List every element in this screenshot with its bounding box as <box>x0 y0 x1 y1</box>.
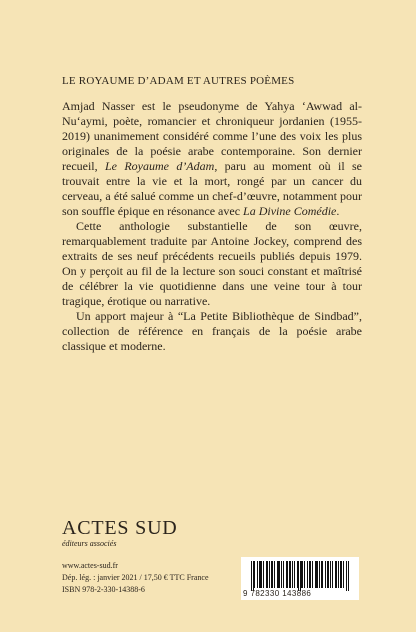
barcode-bar <box>271 561 272 588</box>
blurb-paragraph-2 <box>62 219 362 309</box>
barcode-bar <box>304 561 305 588</box>
barcode-bar <box>332 561 333 588</box>
website-text: www.actes-sud.fr <box>62 561 118 570</box>
blurb-text: Un apport majeur à “La Petite Bibliothèque de Sindbad”, collection de référence en français de la poésie arabe classique et moderne. <box>62 309 362 353</box>
barcode-bar <box>302 561 303 588</box>
barcode-bar <box>279 561 280 588</box>
blurb-text: . <box>336 204 340 218</box>
barcode-bar <box>278 561 279 588</box>
barcode-bar <box>319 561 320 588</box>
barcode-bar <box>283 561 284 588</box>
blurb-text: Cette anthologie substantielle de son œuvre, remarquablement traduite par Antoine Jockey, comprend des extraits de ses neuf précédents recueils publiés depuis 1979. On y perçoit au fil de la lecture son souci constant et maîtrisé de célébrer la vie quotidienne dans une veine tour à tour tragique, érotique ou narrative. <box>62 219 362 308</box>
barcode-bar <box>266 561 267 588</box>
barcode-bar <box>309 561 310 588</box>
legal-deposit-text: Dép. lég. : janvier 2021 / 17,50 € TTC France <box>62 573 209 582</box>
barcode-bar <box>297 561 298 588</box>
footer-info <box>62 560 209 596</box>
barcode-bar <box>263 561 264 588</box>
barcode-bar <box>251 561 252 591</box>
barcode-bar <box>317 561 318 588</box>
barcode-bar <box>261 561 262 588</box>
blurb-italic-title: Le Royaume d’Adam <box>104 159 215 173</box>
barcode-bar <box>335 561 336 588</box>
blurb-italic-title: La Divine Comédie <box>243 204 337 218</box>
barcode-bar <box>301 561 302 588</box>
barcode-bar <box>269 561 270 588</box>
barcode-bars <box>251 561 349 591</box>
barcode-bar <box>287 561 288 588</box>
barcode-bar <box>322 561 323 588</box>
barcode-bar <box>253 561 254 591</box>
barcode <box>241 557 359 600</box>
barcode-bar <box>310 561 311 588</box>
barcode-bar <box>325 561 326 588</box>
barcode-bar <box>259 561 260 588</box>
barcode-bar <box>289 561 290 588</box>
isbn-text: ISBN 978-2-330-14388-6 <box>62 585 145 594</box>
blurb <box>62 99 362 354</box>
barcode-bar <box>321 561 322 588</box>
barcode-bar <box>281 561 282 588</box>
barcode-bar <box>330 561 331 588</box>
barcode-bar <box>292 561 293 588</box>
barcode-bar <box>341 561 342 588</box>
barcode-bar <box>267 561 268 588</box>
blurb-text: Amjad Nasser est le pseudonyme de Yahya ‘Awwad al-Nu‘aymi, poète, romancier et chroniqueur jordanien (1955-2019) unanimement considéré comme l’une des voix les plus originales de la poésie arabe contemporaine. Son dernier recueil, <box>62 99 362 173</box>
barcode-bar <box>254 561 255 588</box>
barcode-bar <box>328 561 329 588</box>
publisher-logo <box>62 518 178 549</box>
barcode-bar <box>300 561 301 591</box>
barcode-bar <box>298 561 299 591</box>
barcode-bar <box>286 561 287 588</box>
barcode-bar <box>315 561 316 588</box>
barcode-bar <box>260 561 261 588</box>
barcode-bar <box>343 561 344 588</box>
barcode-bar <box>307 561 308 588</box>
barcode-bar <box>327 561 328 588</box>
barcode-bar <box>336 561 337 588</box>
barcode-bar <box>294 561 295 588</box>
barcode-bar <box>312 561 313 588</box>
barcode-bar <box>346 561 347 591</box>
barcode-bar <box>338 561 339 588</box>
blurb-text: , paru au moment où il se trouvait entre la vie et la mort, rongé par un cancer du cerveau, a été salué comme un chef-d’œuvre, notamment pour son souffle épique en résonance avec <box>62 159 362 218</box>
blurb-paragraph-1 <box>62 99 362 219</box>
barcode-bar <box>277 561 278 588</box>
barcode-bar <box>340 561 341 588</box>
barcode-bar <box>348 561 349 591</box>
barcode-bar <box>316 561 317 588</box>
book-title: LE ROYAUME D’ADAM ET AUTRES POÈMES <box>62 75 295 87</box>
publisher-subtitle: éditeurs associés <box>62 539 117 548</box>
barcode-bar <box>274 561 275 588</box>
barcode-bar <box>257 561 258 588</box>
blurb-paragraph-3 <box>62 309 362 354</box>
barcode-digits: 9 782330 143886 <box>243 589 312 598</box>
publisher-name: ACTES SUD <box>62 517 178 539</box>
barcode-bar <box>290 561 291 588</box>
barcode-bar <box>272 561 273 588</box>
